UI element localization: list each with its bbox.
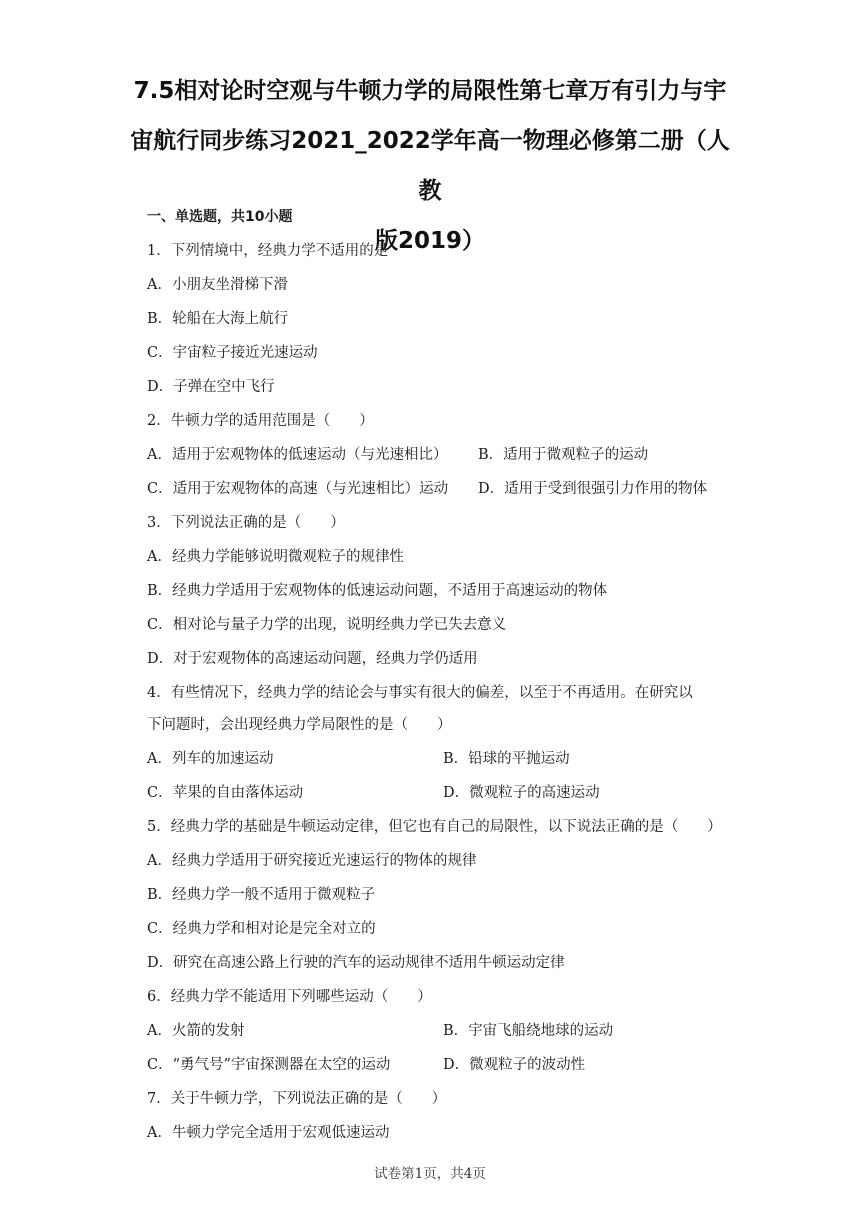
question-5-option-b: B．经典力学一般不适用于微观粒子 — [147, 887, 376, 903]
question-4-option-c: C．苹果的自由落体运动 — [147, 785, 304, 801]
question-5-option-a: A．经典力学适用于研究接近光速运行的物体的规律 — [147, 853, 477, 869]
question-5-option-d: D．研究在高速公路上行驶的汽车的运动规律不适用牛顿运动定律 — [147, 955, 565, 971]
question-6-option-c: C．“勇气号”宇宙探测器在太空的运动 — [147, 1057, 391, 1073]
question-3-option-b: B．经典力学适用于宏观物体的低速运动问题，不适用于高速运动的物体 — [147, 583, 608, 599]
question-6-option-b: B．宇宙飞船绕地球的运动 — [443, 1023, 614, 1039]
question-1-stem: 1．下列情境中，经典力学不适用的是 — [147, 243, 389, 259]
question-3-option-d: D．对于宏观物体的高速运动问题，经典力学仍适用 — [147, 651, 478, 667]
question-6-option-d: D．微观粒子的波动性 — [443, 1057, 586, 1073]
question-2-option-c: C．适用于宏观物体的高速（与光速相比）运动 — [147, 481, 449, 497]
question-1-option-b: B．轮船在大海上航行 — [147, 311, 289, 327]
question-1-option-a: A．小朋友坐滑梯下滑 — [147, 277, 288, 293]
question-7-option-a: A．牛顿力学完全适用于宏观低速运动 — [147, 1125, 390, 1141]
question-4-stem-line-2: 下问题时，会出现经典力学局限性的是（ ） — [147, 717, 452, 733]
question-3-stem: 3．下列说法正确的是（ ） — [147, 515, 345, 531]
question-4-option-b: B．铅球的平抛运动 — [443, 751, 570, 767]
question-5-stem: 5．经典力学的基础是牛顿运动定律，但它也有自己的局限性，以下说法正确的是（ ） — [147, 819, 722, 835]
question-6-option-a: A．火箭的发射 — [147, 1023, 245, 1039]
question-6-stem: 6．经典力学不能适用下列哪些运动（ ） — [147, 989, 432, 1005]
question-4-stem-line-1: 4．有些情况下，经典力学的结论会与事实有很大的偏差，以至于不再适用。在研究以 — [147, 685, 693, 701]
question-5-option-c: C．经典力学和相对论是完全对立的 — [147, 921, 376, 937]
question-2-option-a: A．适用于宏观物体的低速运动（与光速相比） — [147, 447, 448, 463]
page-title — [120, 66, 740, 266]
title-line-1: 7.5相对论时空观与牛顿力学的局限性第七章万有引力与宇 — [133, 78, 727, 104]
question-2-option-d: D．适用于受到很强引力作用的物体 — [478, 481, 708, 497]
question-3-option-c: C．相对论与量子力学的出现，说明经典力学已失去意义 — [147, 617, 507, 633]
title-line-2: 宙航行同步练习2021_2022学年高一物理必修第二册（人教 — [130, 128, 730, 204]
question-1-option-c: C．宇宙粒子接近光速运动 — [147, 345, 318, 361]
page-footer: 试卷第1页，共4页 — [374, 1166, 486, 1182]
question-4-option-a: A．列车的加速运动 — [147, 751, 274, 767]
question-7-stem: 7．关于牛顿力学，下列说法正确的是（ ） — [147, 1091, 447, 1107]
question-1-option-d: D．子弹在空中飞行 — [147, 379, 275, 395]
question-4-option-d: D．微观粒子的高速运动 — [443, 785, 600, 801]
question-2-stem: 2．牛顿力学的适用范围是（ ） — [147, 413, 374, 429]
title-line-3: 版2019） — [374, 228, 485, 254]
section-heading: 一、单选题，共10小题 — [147, 209, 293, 225]
question-3-option-a: A．经典力学能够说明微观粒子的规律性 — [147, 549, 404, 565]
question-2-option-b: B．适用于微观粒子的运动 — [478, 447, 649, 463]
